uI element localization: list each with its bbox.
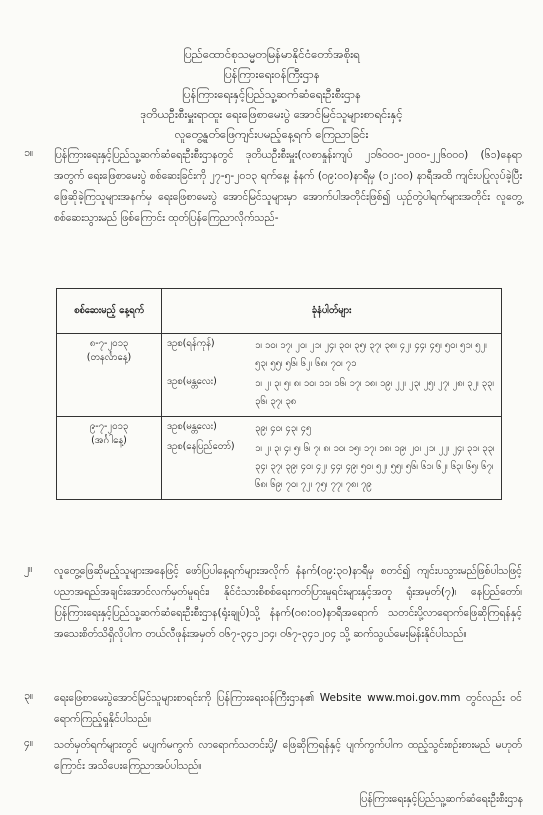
location-label: ဒဥစ(မန္တလေး) xyxy=(167,376,217,387)
para3-text: ရေးဖြေစာမေးပွဲအောင်မြင်သူများစာရင်းကို ပြန်ကြားရေးဝန်ကြီးဌာန၏ Website www.moi.gov.mm တွင်လည်း ဝင်ရောက်ကြည့်ရှုနိုင်ပါသည်။ xyxy=(54,692,522,725)
seat-numbers-cell xyxy=(162,417,502,500)
table-row xyxy=(57,417,502,500)
header-line-department: ပြန်ကြားရေးနှင့်ပြည်သူ့ဆက်ဆံရေးဦးစီးဌာန xyxy=(181,87,362,101)
para4-text: သတ်မှတ်ရက်များတွင် မပျက်မကွက် လာရောက်သတင်းပို့/ ဖြေဆိုကြရန်နှင့် ပျက်ကွက်ပါက ထည့်သွင်းစဉ်းစားမည် မဟုတ်ကြောင်း အသိပေးကြေညာအပ်ပါသည်။ xyxy=(54,739,522,772)
seat-number-list: ၁၊ ၂၊ ၃၊ ၅၊ ၈၊ ၁၀၊ ၁၁၊ ၁၆၊ ၁၇၊ ၁၈၊ ၁၉၊ ၂၂၊ ၂၃၊ ၂၅၊ ၂၇၊ ၂၈၊ ၃၂၊ ၃၃၊ ၃၆၊ ၃၇၊ ၃၈ xyxy=(255,378,494,407)
header-line-ministry: ပြန်ကြားရေးဝန်ကြီးဌာန xyxy=(223,67,320,81)
header-line-government: ပြည်ထောင်စုသမ္မတမြန်မာနိုင်ငံတော်အစိုးရ xyxy=(183,47,360,61)
location-group xyxy=(167,375,496,411)
col-header-seat-numbers: ခုံနံပါတ်များ xyxy=(162,289,502,334)
date-value: ၉-၇-၂၀၁၃ xyxy=(89,421,129,432)
date-cell xyxy=(57,334,162,417)
seat-number-list: ၃၉၊ ၄၀၊ ၄၃၊ ၄၅ xyxy=(255,423,312,434)
location-label: ဒဥစ(ရန်ကုန်) xyxy=(167,338,215,349)
seat-number-list: ၁၊ ၂၊ ၃၊ ၄၊ ၅၊ ၆၊ ၇၊ ၈၊ ၁၀၊ ၁၅၊ ၁၇၊ ၁၈၊ ၁၉၊ ၂၀၊ ၂၁၊ ၂၂၊ ၂၄၊ ၃၁၊ ၃၃၊ ၃၄၊ ၃၇၊ ၃၉၊ ၄၀၊ ၄၂၊ ၄၄၊ ၄၉၊ ၅၀၊ ၅၂၊ ၅၅၊ ၅၆၊ ၆၁၊ ၆၂၊ ၆၃၊ ၆၅၊ ၆၇၊ ၆၈၊ ၆၉၊ ၇၀၊ ၇၂၊ ၇၅၊ ၇၇၊ ၇၈၊ ၇၉ xyxy=(255,443,495,490)
seat-number-list: ၁၊ ၁၀၊ ၁၇၊ ၂၀၊ ၂၁၊ ၂၄၊ ၃၀၊ ၃၅၊ ၃၇၊ ၃၈၊ ၄၂၊ ၄၄၊ ၄၅၊ ၅၀၊ ၅၁၊ ၅၂၊ ၅၃၊ ၅၅၊ ၅၆၊ ၆၂၊ ၆၈၊ ၇၀၊ ၇၁ xyxy=(255,340,487,369)
para2-text: လူတွေ့ဖြေဆိုမည့်သူများအနေဖြင့် ဖော်ပြပါနေ့ရက်များအလိုက် နံနက်(၀၉:၃၀)နာရီမှ စတင်၍ ကျင်းပသွားမည်ဖြစ်ပါသဖြင့် ပညာအရည်အချင်းအောင်လက်မှတ်မူရင်း၊ နိုင်ငံသားစိစစ်ရေးကတ်ပြားမူရင်းများနှင့်အတူ ရုံးအမှတ်(၇)၊ နေပြည်တော်၊ ပြန်ကြားရေးနှင့်ပြည်သူ့ဆက်ဆံရေးဦးစီးဌာန(ရုံးချုပ်)သို့ နံနက်(၀၈:၀၀)နာရီအရောက် သတင်းပို့လာရောက်ဖြေဆိုကြရန်နှင့် အသေးစိတ်သိရှိလိုပါက တယ်လီဖုန်းအမှတ် ၀၆၇-၃၄၁၂၁၄၊ ၀၆၇-၃၄၁၂၀၄ သို့ ဆက်သွယ်မေးမြန်းနိုင်ပါသည်။ xyxy=(54,565,522,640)
seat-numbers-cell xyxy=(162,334,502,417)
table-header-row xyxy=(57,289,502,334)
day-value: (အင်္ဂါနေ့) xyxy=(91,435,127,446)
header-line-subject: ဒုတိယဦးစီးမှူးရာထူး ရေးဖြေစာမေးပွဲ အောင်မြင်သူများစာရင်းနှင့် xyxy=(140,107,403,121)
para1-text: ပြန်ကြားရေးနှင့်ပြည်သူ့ဆက်ဆံရေးဦးစီးဌာနတွင် ဒုတိယဦးစီးမှူး(လစာနှုန်းကျပ် ၂၁၆၀၀၀-၂၀၀၀-၂၂၆၀၀၀) (၆၁)နေရာအတွက် ရေးဖြေစာမေးပွဲ စစ်ဆေးခြင်းကို ၂၇-၅-၂၀၁၃ ရက်နေ့၊ နံနက် (၀၉:၀၀)နာရီမှ (၁၂:၀၀) နာရီအထိ ကျင်းပပြုလုပ်ခဲ့ပြီး ဖြေဆိုခဲ့ကြသူများအနက်မှ ရေးဖြေစာမေးပွဲ အောင်မြင်သူများမှာ အောက်ပါအတိုင်းဖြစ်၍ ယှဉ်တွဲပါရက်များအတိုင်း လူတွေ့စစ်ဆေးသွားမည် ဖြစ်ကြောင်း ထုတ်ပြန်ကြေညာလိုက်သည်- xyxy=(54,149,522,224)
date-cell xyxy=(57,417,162,500)
para3-number: ၃။ xyxy=(24,690,34,702)
location-group xyxy=(167,337,496,373)
para1-number: ၁။ xyxy=(24,147,34,159)
location-group xyxy=(167,440,496,494)
document-header xyxy=(20,44,523,144)
signature-department: ပြန်ကြားရေးနှင့်ပြည်သူ့ဆက်ဆံရေးဦးစီးဌာန xyxy=(359,793,523,805)
table-row xyxy=(57,334,502,417)
col-header-date: စစ်ဆေးမည့် နေ့ရက် xyxy=(57,289,162,334)
location-group xyxy=(167,420,496,438)
para4-number: ၄။ xyxy=(24,737,34,749)
date-value: ၈-၇-၂၀၁၃ xyxy=(89,338,129,349)
day-value: (တနင်္လာနေ့) xyxy=(86,352,132,363)
location-label: ဒဥစ(နေပြည်တော်) xyxy=(167,441,235,452)
header-line-announcement: လူတွေ့နှုတ်ဖြေကျင်းပမည့်နေ့ရက် ကြေညာခြင်း xyxy=(174,127,369,141)
schedule-table xyxy=(56,288,502,500)
para2-number: ၂။ xyxy=(24,563,33,575)
location-label: ဒဥစ(မန္တလေး) xyxy=(167,421,217,432)
